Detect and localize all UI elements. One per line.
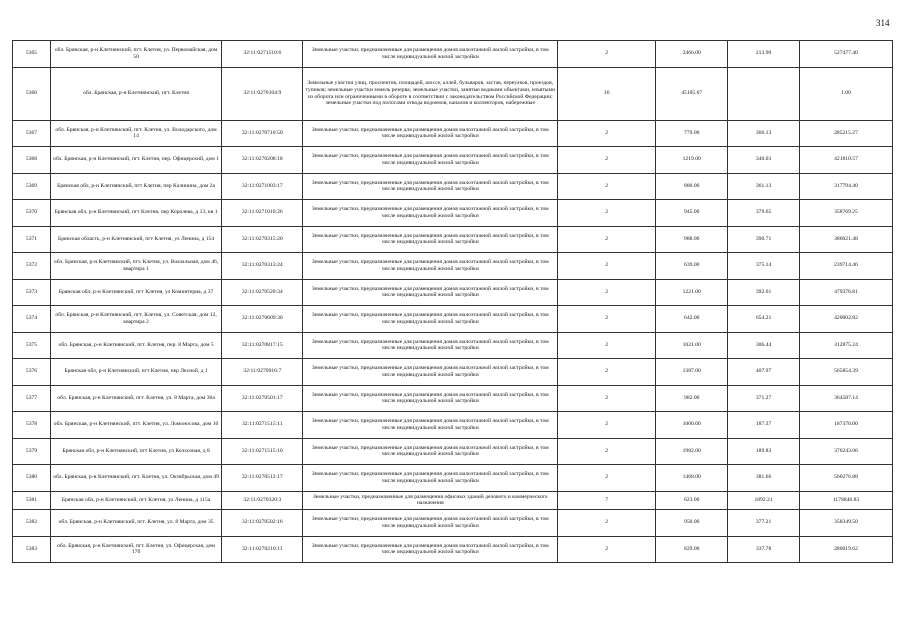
cadastral-cost-cell: 1178846.83 [799,491,892,510]
specific-value-cell: 654.21 [728,306,800,333]
row-number: 5376 [13,359,51,386]
specific-value-cell: 379.65 [728,200,800,227]
address-cell: обл. Брянская, р-н Клетнянский, пгт. Клетня, ул. Володарского, дом 14 [51,120,222,147]
table-row [13,67,893,120]
land-use-purpose-cell: Земельные участки, предназначенные для размещения домов малоэтажной жилой застройки, в том числе индивидуальной жилой застройки [303,536,558,563]
cadastral-cost-cell: 280019.62 [799,536,892,563]
specific-value-cell: 366.13 [728,120,800,147]
cadastral-cost-cell: 420002.82 [799,306,892,333]
specific-value-cell: 361.13 [728,173,800,200]
row-number: 5372 [13,253,51,280]
area-cell: 1021.00 [656,332,728,359]
area-cell: 1221.00 [656,279,728,306]
table-row [13,465,893,492]
cadastral-cost-cell: 527477.40 [799,41,892,68]
specific-value-cell: 213.90 [728,41,800,68]
specific-value-cell: 381.66 [728,465,800,492]
use-category-cell: 2 [558,147,656,174]
cadastral-cost-cell: 358769.25 [799,200,892,227]
address-cell: Брянская обл, р-н Клетнянский, пгт Клетня, пер Королева, д 13, кв 1 [51,200,222,227]
cadastral-cost-cell: 565854.39 [799,359,892,386]
land-use-purpose-cell: Земельные участки, предназначенные для размещения домов малоэтажной жилой застройки, в том числе индивидуальной жилой застройки [303,385,558,412]
cadastral-number-cell: 32:11:0270710:50 [222,120,303,147]
use-category-cell: 2 [558,510,656,537]
row-number: 5378 [13,412,51,439]
use-category-cell: 2 [558,306,656,333]
row-number: 5370 [13,200,51,227]
cadastral-number-cell: 32:11:0270916:7 [222,359,303,386]
land-use-purpose-cell: Земельные участки, предназначенные для размещения домов малоэтажной жилой застройки, в том числе индивидуальной жилой застройки [303,359,558,386]
use-category-cell: 2 [558,173,656,200]
row-number: 5368 [13,147,51,174]
use-category-cell: 2 [558,536,656,563]
table-row [13,359,893,386]
use-category-cell: 2 [558,438,656,465]
row-number: 5373 [13,279,51,306]
cadastral-number-cell: 32:11:0271010:26 [222,200,303,227]
cadastral-number-cell: 32:11:0270208:18 [222,147,303,174]
area-cell: 880.00 [656,173,728,200]
specific-value-cell: 189.83 [728,438,800,465]
area-cell: 779.00 [656,120,728,147]
address-cell: обл. Брянская, р-н Клетнянский, пгт. Клетня, ул. Ломоносова, дом 10 [51,412,222,439]
land-use-purpose-cell: Земельные участки, предназначенные для размещения домов малоэтажной жилой застройки, в том числе индивидуальной жилой застройки [303,465,558,492]
specific-value-cell: 377.21 [728,510,800,537]
address-cell: обл. Брянская, р-н Клетнянский, пгт. Клетня, пер. 8 Марта, дом 5 [51,332,222,359]
specific-value-cell: 346.03 [728,147,800,174]
table-row [13,412,893,439]
land-use-purpose-cell: Земельные участки, предназначенные для размещения домов малоэтажной жилой застройки, в том числе индивидуальной жилой застройки [303,200,558,227]
table-row [13,332,893,359]
area-cell: 623.00 [656,491,728,510]
row-number: 5365 [13,41,51,68]
cadastral-cost-cell: 358349.50 [799,510,892,537]
row-number: 5375 [13,332,51,359]
table-row [13,510,893,537]
cadastral-cost-cell: 285215.27 [799,120,892,147]
cadastral-number-cell: 32:11:0270315:20 [222,226,303,253]
use-category-cell: 2 [558,120,656,147]
cadastral-number-cell: 32:11:0271510:6 [222,41,303,68]
row-number: 5380 [13,465,51,492]
cadastral-number-cell: 32:11:0271515:10 [222,438,303,465]
area-cell: 642.00 [656,306,728,333]
address-cell: Брянская обл, р-н Клетнянский, пгт Клетня, пер Лесной, д 1 [51,359,222,386]
address-cell: Брянская обл, р-н Клетнянский, пгт Клетня, ул Коминтерна, д 37 [51,279,222,306]
table-row [13,173,893,200]
row-number: 5366 [13,67,51,120]
address-cell: обл. Брянская, р-н Клетнянский, пгт. Клетня, ул. Офицерская, дом 17б [51,536,222,563]
land-use-purpose-cell: Земельные участки, предназначенные для размещения домов малоэтажной жилой застройки, в том числе индивидуальной жилой застройки [303,412,558,439]
address-cell: обл. Брянская, р-н Клетнянский, пгт. Клетня [51,67,222,120]
cadastral-number-cell: 32:11:0270502:16 [222,510,303,537]
address-cell: обл. Брянская, р-н Клетнянский, пгт. Клетня, ул. Первомайская, дом 50 [51,41,222,68]
land-use-purpose-cell: Земельные участки, предназначенные для размещения домов малоэтажной жилой застройки, в том числе индивидуальной жилой застройки [303,306,558,333]
row-number: 5369 [13,173,51,200]
land-use-purpose-cell: Земельные участки, предназначенные для размещения офисных зданий делового и коммерческого назначения [303,491,558,510]
address-cell: обл. Брянская, р-н Клетнянский, пгт. Клетня, пер. Офицерский, дом 1 [51,147,222,174]
cadastral-cost-cell: 317794.40 [799,173,892,200]
address-cell: обл. Брянская, р-н Клетнянский, пгт. Клетня, ул. 8 Марта, дом 35 [51,510,222,537]
specific-value-cell: 306.44 [728,332,800,359]
cadastral-cost-cell: 560276.88 [799,465,892,492]
use-category-cell: 2 [558,332,656,359]
address-cell: обл. Брянская, р-н Клетнянский, пгт. Клетня, ул. Октябрьская, дом 49 [51,465,222,492]
address-cell: Брянская обл, р-н Клетнянский, пгт Клетня, ул Колхозная, д 8 [51,438,222,465]
use-category-cell: 2 [558,412,656,439]
cadastral-cost-cell: 187370.00 [799,412,892,439]
address-cell: обл. Брянская, р-н Клетнянский, пгт. Клетня, ул. Вокзальная, дом 46, квартира 1 [51,253,222,280]
specific-value-cell [728,67,800,120]
use-category-cell: 2 [558,226,656,253]
land-use-purpose-cell: Земельные участки, предназначенные для размещения домов малоэтажной жилой застройки, в том числе индивидуальной жилой застройки [303,279,558,306]
specific-value-cell: 337.78 [728,536,800,563]
table-row [13,253,893,280]
use-category-cell: 2 [558,41,656,68]
specific-value-cell: 187.37 [728,412,800,439]
area-cell: 1468.00 [656,465,728,492]
use-category-cell: 2 [558,253,656,280]
table-row [13,226,893,253]
page-number: 314 [876,18,890,28]
land-use-purpose-cell: Земельные участки, предназначенные для размещения домов малоэтажной жилой застройки, в том числе индивидуальной жилой застройки [303,173,558,200]
cadastral-cost-cell: 421810.57 [799,147,892,174]
land-use-purpose-cell: Земельные участки, предназначенные для размещения домов малоэтажной жилой застройки, в том числе индивидуальной жилой застройки [303,253,558,280]
area-cell: 982.00 [656,385,728,412]
address-cell: Брянская обл, р-н Клетнянский, пгт Клетня, пер Калинина, дом 2а [51,173,222,200]
land-use-purpose-cell: Земельные участки, предназначенные для размещения домов малоэтажной жилой застройки, в том числе индивидуальной жилой застройки [303,41,558,68]
address-cell: обл. Брянская, р-н Клетнянский, пгт. Клетня, ул. Советская, дом 12, квартира 2 [51,306,222,333]
cadastral-cost-cell: 239714.46 [799,253,892,280]
area-cell: 639.00 [656,253,728,280]
cadastral-cost-cell: 386021.48 [799,226,892,253]
cadastral-number-cell: 32:11:0270512:17 [222,465,303,492]
use-category-cell: 16 [558,67,656,120]
row-number: 5367 [13,120,51,147]
land-use-purpose-cell: Земельные участки, предназначенные для размещения домов малоэтажной жилой застройки, в том числе индивидуальной жилой застройки [303,226,558,253]
use-category-cell: 2 [558,385,656,412]
land-use-purpose-cell: Земельные участки, предназначенные для размещения домов малоэтажной жилой застройки, в том числе индивидуальной жилой застройки [303,147,558,174]
table-row [13,147,893,174]
cadastral-number-cell: 32:11:0270609:30 [222,306,303,333]
land-use-purpose-cell: Земельные участки, предназначенные для размещения домов малоэтажной жилой застройки, в том числе индивидуальной жилой застройки [303,438,558,465]
specific-value-cell: 371.27 [728,385,800,412]
cadastral-cost-cell: 1.00 [799,67,892,120]
land-use-purpose-cell: Земельные участки, предназначенные для размещения домов малоэтажной жилой застройки, в том числе индивидуальной жилой застройки [303,120,558,147]
area-cell: 1387.00 [656,359,728,386]
cadastral-number-cell: 32:11:0271515:11 [222,412,303,439]
use-category-cell: 2 [558,200,656,227]
land-use-purpose-cell: Земельные участки улиц, проспектов, площадей, шоссе, аллей, бульваров, застав, переулков, проездов, тупиков; земельные участки земель резерва; земельные участки, занятые водными объектами, изъятыми из оборота или ограниченными в обороте в соответствии с законодательством Российской Федерации; земельные участки под полосами отвода водоемов, каналов и коллекторов, набережные [303,67,558,120]
row-number: 5377 [13,385,51,412]
row-number: 5374 [13,306,51,333]
table-row [13,306,893,333]
specific-value-cell: 390.71 [728,226,800,253]
table-row [13,279,893,306]
specific-value-cell: 407.97 [728,359,800,386]
cadastral-number-cell: 32:11:0270320:3 [222,491,303,510]
address-cell: Брянская область, р-н Клетнянский, пгт Клетня, ул Ленина, д 154 [51,226,222,253]
cadastral-cost-cell: 364587.14 [799,385,892,412]
area-cell: 45105.67 [656,67,728,120]
use-category-cell: 2 [558,279,656,306]
land-use-purpose-cell: Земельные участки, предназначенные для размещения домов малоэтажной жилой застройки, в том числе индивидуальной жилой застройки [303,510,558,537]
cadastral-number-cell: 32:11:0270520:34 [222,279,303,306]
cadastral-number-cell: 32:11:0270501:17 [222,385,303,412]
cadastral-number-cell: 32:11:0270210:11 [222,536,303,563]
row-number: 5379 [13,438,51,465]
area-cell: 945.00 [656,200,728,227]
address-cell: обл. Брянская, р-н Клетнянский, пгт. Клетня, ул. 8 Марта, дом 30а [51,385,222,412]
table-row [13,200,893,227]
area-cell: 1000.00 [656,412,728,439]
area-cell: 829.00 [656,536,728,563]
use-category-cell: 7 [558,491,656,510]
cadastral-number-cell: 32:11:0271003:17 [222,173,303,200]
cadastral-number-cell: 32:11:0270313:24 [222,253,303,280]
table-row [13,438,893,465]
row-number: 5383 [13,536,51,563]
row-number: 5382 [13,510,51,537]
area-cell: 988.00 [656,226,728,253]
area-cell: 950.00 [656,510,728,537]
area-cell: 1219.00 [656,147,728,174]
cadastral-number-cell: 32:11:0270817:15 [222,332,303,359]
cadastral-cost-cell: 312875.24 [799,332,892,359]
table-row [13,120,893,147]
row-number: 5381 [13,491,51,510]
specific-value-cell: 375.14 [728,253,800,280]
row-number: 5371 [13,226,51,253]
address-cell: Брянская обл, р-н Клетнянский, пгт Клетня, ул Ленина, д 115а [51,491,222,510]
cadastral-cost-cell: 479376.81 [799,279,892,306]
area-cell: 1982.00 [656,438,728,465]
table-row [13,385,893,412]
specific-value-cell: 1892.21 [728,491,800,510]
land-cadastral-table [12,40,893,563]
area-cell: 2466.00 [656,41,728,68]
cadastral-cost-cell: 376243.06 [799,438,892,465]
table-row [13,491,893,510]
use-category-cell: 2 [558,465,656,492]
table-row [13,536,893,563]
table-body [13,41,893,563]
land-use-purpose-cell: Земельные участки, предназначенные для размещения домов малоэтажной жилой застройки, в том числе индивидуальной жилой застройки [303,332,558,359]
cadastral-number-cell: 32:11:0270104:9 [222,67,303,120]
use-category-cell: 2 [558,359,656,386]
specific-value-cell: 392.61 [728,279,800,306]
table-row [13,41,893,68]
